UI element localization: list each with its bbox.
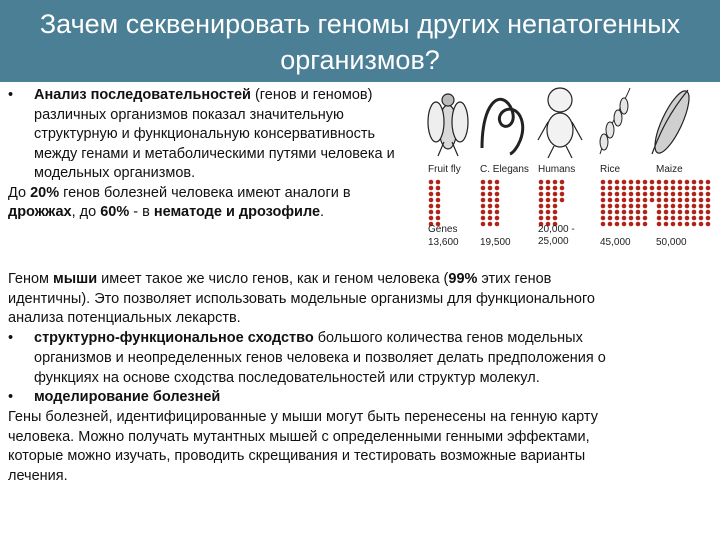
gene-dot: [664, 198, 669, 203]
gene-dot: [650, 198, 655, 203]
gene-dot: [546, 210, 551, 215]
gene-dot: [601, 210, 606, 215]
gene-dot: [488, 216, 493, 221]
gene-dot: [692, 210, 697, 215]
text-line: организмов и неопределенных генов человека и позволяет делать предположения о: [34, 349, 606, 366]
gene-dot: [429, 204, 434, 209]
gene-dot: [553, 180, 558, 185]
text-line: анализа потенциальных лекарств.: [8, 310, 241, 327]
text-line: [34, 86, 418, 106]
gene-dot: [495, 186, 500, 191]
gene-dot: [608, 186, 613, 191]
gene-dot: [657, 216, 662, 221]
gene-dot: [615, 192, 620, 197]
gene-dot: [664, 216, 669, 221]
gene-dot: [657, 204, 662, 209]
gene-dot: [622, 186, 627, 191]
text-line: [8, 203, 418, 223]
gene-dot: [643, 186, 648, 191]
gene-dot: [692, 198, 697, 203]
gene-dot: [636, 210, 641, 215]
genome-size-figure: [420, 82, 712, 252]
gene-dot: [685, 186, 690, 191]
gene-count-value: 19,500: [480, 237, 511, 248]
gene-dot: [671, 210, 676, 215]
gene-dot: [546, 180, 551, 185]
gene-dot: [706, 180, 711, 185]
gene-dot: [671, 192, 676, 197]
gene-dot: [671, 198, 676, 203]
gene-dot: [636, 192, 641, 197]
bold-term: Анализ последовательностей: [34, 87, 251, 103]
text-line: Гены болезней, идентифицированные у мыши могут быть перенесены на генную карту: [8, 408, 598, 425]
gene-dot: [539, 216, 544, 221]
gene-dot: [495, 192, 500, 197]
gene-dot: [481, 198, 486, 203]
gene-dot: [553, 186, 558, 191]
gene-dot: [629, 210, 634, 215]
gene-dot: [629, 192, 634, 197]
gene-dot: [671, 222, 676, 227]
gene-dot: [629, 216, 634, 221]
gene-dot: [664, 186, 669, 191]
gene-dot: [553, 204, 558, 209]
gene-dot: [488, 192, 493, 197]
gene-dot: [495, 180, 500, 185]
gene-dot: [629, 180, 634, 185]
gene-dot: [678, 186, 683, 191]
gene-dot: [629, 198, 634, 203]
gene-dot: [636, 216, 641, 221]
gene-dot: [685, 216, 690, 221]
text-span: большого количества генов модельных: [313, 330, 583, 347]
bullet-structural-similarity: [8, 329, 708, 388]
gene-dot: [488, 222, 493, 227]
gene-count-labels: [428, 224, 687, 248]
gene-dot: [699, 180, 704, 185]
gene-dot: [699, 222, 704, 227]
gene-dot: [560, 192, 565, 197]
text-span: До: [8, 184, 31, 201]
slide-title-line-1: Зачем секвенировать геномы других непатогенных: [39, 9, 681, 39]
text-line: [8, 184, 418, 204]
gene-dot: [622, 210, 627, 215]
bullet-icon: •: [8, 87, 14, 103]
gene-dot: [495, 222, 500, 227]
gene-dot: [429, 198, 434, 203]
text-span: , до: [71, 204, 101, 220]
gene-dot: [685, 222, 690, 227]
gene-dot: [664, 222, 669, 227]
gene-dot: [699, 192, 704, 197]
text-line: человека. Можно получать мутантных мышей с определенными генными эффектами,: [8, 428, 590, 445]
text-line: функциях на основе сходства последовательностей или структур молекул.: [34, 369, 540, 386]
gene-dot: [622, 204, 627, 209]
gene-dot: [560, 198, 565, 203]
gene-dot: [539, 210, 544, 215]
top-text-block: [8, 86, 418, 223]
gene-dot: [436, 216, 441, 221]
gene-dot: [664, 180, 669, 185]
gene-count-value: 20,000 -: [538, 224, 575, 235]
gene-dot: [629, 186, 634, 191]
gene-dot: [678, 180, 683, 185]
text-span: (генов и геномов): [250, 87, 373, 103]
gene-dot: [488, 204, 493, 209]
bullet-body: [34, 86, 418, 184]
gene-dot: [643, 222, 648, 227]
gene-dot: [615, 186, 620, 191]
gene-count-dots: [429, 180, 711, 227]
bold-percent: 99%: [448, 271, 478, 287]
human-icon: [538, 88, 582, 158]
gene-dot: [553, 198, 558, 203]
gene-dot: [629, 222, 634, 227]
gene-dot: [601, 186, 606, 191]
bullet-body: [34, 329, 708, 388]
gene-dot: [629, 204, 634, 209]
gene-dot: [622, 222, 627, 227]
bold-term: нематоде и дрозофиле: [153, 204, 321, 220]
gene-dot: [706, 204, 711, 209]
gene-dot: [692, 192, 697, 197]
gene-dot: [546, 216, 551, 221]
gene-dot: [664, 204, 669, 209]
text-line: структурную и функциональную консервативность: [34, 126, 376, 142]
gene-dot: [706, 216, 711, 221]
gene-dot: [436, 192, 441, 197]
gene-dot: [481, 204, 486, 209]
text-line: лечения.: [8, 468, 68, 485]
gene-dot: [488, 210, 493, 215]
text-span: .: [320, 204, 325, 220]
gene-dot: [615, 210, 620, 215]
gene-dot: [481, 180, 486, 185]
gene-dot: [699, 204, 704, 209]
gene-dot: [608, 192, 613, 197]
gene-dot: [706, 192, 711, 197]
gene-dot: [481, 210, 486, 215]
gene-dot: [429, 216, 434, 221]
gene-dot: [615, 216, 620, 221]
gene-count-value: 25,000: [538, 236, 569, 247]
text-span: этих генов: [477, 271, 552, 287]
gene-dot: [671, 204, 676, 209]
gene-dot: [608, 204, 613, 209]
gene-dot: [657, 210, 662, 215]
gene-dot: [615, 204, 620, 209]
gene-dot: [664, 210, 669, 215]
bold-term: моделирование болезней: [34, 389, 221, 406]
organism-label: Maize: [656, 164, 683, 175]
bold-percent: 20%: [30, 184, 60, 201]
genome-size-illustration: [420, 82, 712, 252]
text-line: которые можно изучать, проводить скрещивания и тестировать возможные варианты: [8, 448, 586, 465]
gene-dot: [436, 180, 441, 185]
gene-dot: [650, 180, 655, 185]
gene-dot: [601, 222, 606, 227]
gene-dot: [671, 216, 676, 221]
organism-label: Fruit fly: [428, 164, 461, 175]
gene-dot: [539, 198, 544, 203]
gene-dot: [481, 222, 486, 227]
gene-dot: [706, 222, 711, 227]
gene-dot: [643, 204, 648, 209]
gene-dot: [657, 192, 662, 197]
gene-dot: [657, 222, 662, 227]
gene-dot: [622, 180, 627, 185]
gene-dot: [706, 210, 711, 215]
gene-dot: [636, 180, 641, 185]
gene-dot: [429, 192, 434, 197]
gene-dot: [692, 186, 697, 191]
gene-count-value: 45,000: [600, 237, 631, 248]
bullet-icon: •: [8, 389, 14, 406]
c-elegans-icon: [482, 99, 523, 154]
gene-count-value: 50,000: [656, 237, 687, 248]
gene-dot: [692, 222, 697, 227]
gene-dot: [495, 210, 500, 215]
gene-dot: [601, 216, 606, 221]
gene-dot: [699, 186, 704, 191]
gene-dot: [608, 180, 613, 185]
gene-dot: [657, 198, 662, 203]
organism-label: C. Elegans: [480, 164, 529, 175]
gene-dot: [678, 198, 683, 203]
text-line: различных организмов показал значительную: [34, 106, 344, 123]
gene-dot: [643, 198, 648, 203]
gene-dot: [692, 216, 697, 221]
gene-dot: [608, 222, 613, 227]
gene-dot: [608, 198, 613, 203]
gene-dot: [657, 180, 662, 185]
gene-dot: [615, 180, 620, 185]
gene-dot: [436, 204, 441, 209]
text-line: идентичны). Это позволяет использовать модельные организмы для функционального: [8, 290, 595, 307]
text-line: [8, 270, 708, 290]
gene-dot: [601, 180, 606, 185]
text-line: между генами и метаболическими путями человека и: [34, 145, 395, 162]
gene-dot: [622, 198, 627, 203]
gene-dot: [685, 210, 690, 215]
gene-dot: [636, 222, 641, 227]
gene-dot: [636, 198, 641, 203]
gene-dot: [436, 186, 441, 191]
maize-icon: [649, 87, 696, 157]
bullet-icon: •: [8, 330, 14, 347]
gene-dot: [643, 216, 648, 221]
gene-dot: [685, 204, 690, 209]
gene-dot: [608, 216, 613, 221]
gene-dot: [560, 186, 565, 191]
bottom-text-block: [8, 270, 708, 487]
bold-term: структурно-функциональное сходство: [34, 330, 314, 347]
gene-dot: [706, 198, 711, 203]
gene-dot: [636, 186, 641, 191]
gene-dot: [539, 180, 544, 185]
slide-title-bar: [0, 0, 720, 82]
gene-dot: [495, 216, 500, 221]
gene-dot: [546, 186, 551, 191]
gene-dot: [601, 192, 606, 197]
slide-title: [0, 6, 720, 78]
gene-dot: [539, 192, 544, 197]
gene-dot: [495, 198, 500, 203]
gene-dot: [699, 198, 704, 203]
text-span: Геном: [8, 271, 54, 287]
gene-dot: [553, 216, 558, 221]
gene-count-value: 13,600: [428, 237, 459, 248]
gene-dot: [671, 186, 676, 191]
gene-dot: [429, 180, 434, 185]
gene-dot: [601, 204, 606, 209]
gene-dot: [436, 198, 441, 203]
bullet-disease-modeling: [8, 388, 708, 408]
gene-dot: [678, 216, 683, 221]
gene-dot: [488, 180, 493, 185]
organism-label: Humans: [538, 164, 576, 175]
gene-dot: [636, 204, 641, 209]
gene-dot: [488, 198, 493, 203]
gene-dot: [650, 186, 655, 191]
bold-term: мыши: [53, 271, 98, 287]
gene-dot: [481, 216, 486, 221]
gene-dot: [664, 192, 669, 197]
gene-dot: [429, 210, 434, 215]
gene-dot: [643, 180, 648, 185]
bold-percent: 60%: [100, 204, 130, 220]
gene-dot: [685, 198, 690, 203]
fruit-fly-icon: [428, 94, 468, 156]
gene-dot: [692, 204, 697, 209]
gene-dot: [692, 180, 697, 185]
gene-dot: [643, 192, 648, 197]
text-line: [34, 329, 708, 349]
text-span: - в: [129, 204, 154, 220]
gene-dot: [622, 192, 627, 197]
gene-dot: [553, 210, 558, 215]
gene-dot: [650, 192, 655, 197]
homolog-paragraph: [8, 184, 418, 223]
bullet-sequence-analysis: [8, 86, 418, 184]
gene-dot: [678, 210, 683, 215]
gene-dot: [481, 186, 486, 191]
gene-dot: [685, 192, 690, 197]
gene-dot: [495, 204, 500, 209]
gene-dot: [685, 180, 690, 185]
gene-dot: [622, 216, 627, 221]
slide-title-line-2: организмов?: [280, 45, 440, 75]
gene-dot: [678, 192, 683, 197]
gene-dot: [560, 180, 565, 185]
text-span: имеет такое же число генов, как и геном человека (: [97, 271, 449, 287]
gene-dot: [546, 204, 551, 209]
gene-dot: [615, 198, 620, 203]
gene-dot: [678, 204, 683, 209]
gene-dot: [678, 222, 683, 227]
organism-labels: [428, 164, 683, 175]
gene-dot: [481, 192, 486, 197]
gene-dot: [671, 180, 676, 185]
gene-dot: [546, 192, 551, 197]
genes-label: Genes: [428, 224, 458, 235]
gene-dot: [706, 186, 711, 191]
bullet-body: [34, 388, 708, 408]
gene-dot: [429, 186, 434, 191]
gene-dot: [615, 222, 620, 227]
bold-term: дрожжах: [8, 204, 72, 220]
gene-dot: [488, 186, 493, 191]
gene-dot: [546, 198, 551, 203]
gene-dot: [601, 198, 606, 203]
gene-dot: [699, 216, 704, 221]
gene-dot: [608, 210, 613, 215]
gene-dot: [643, 210, 648, 215]
gene-dot: [699, 210, 704, 215]
gene-dot: [436, 210, 441, 215]
gene-dot: [539, 204, 544, 209]
text-span: генов болезней человека имеют аналоги в: [59, 184, 351, 201]
organism-label: Rice: [600, 164, 621, 175]
gene-dot: [539, 186, 544, 191]
gene-dot: [657, 186, 662, 191]
gene-dot: [553, 192, 558, 197]
rice-icon: [600, 88, 630, 154]
text-line: модельных организмов.: [34, 165, 196, 181]
